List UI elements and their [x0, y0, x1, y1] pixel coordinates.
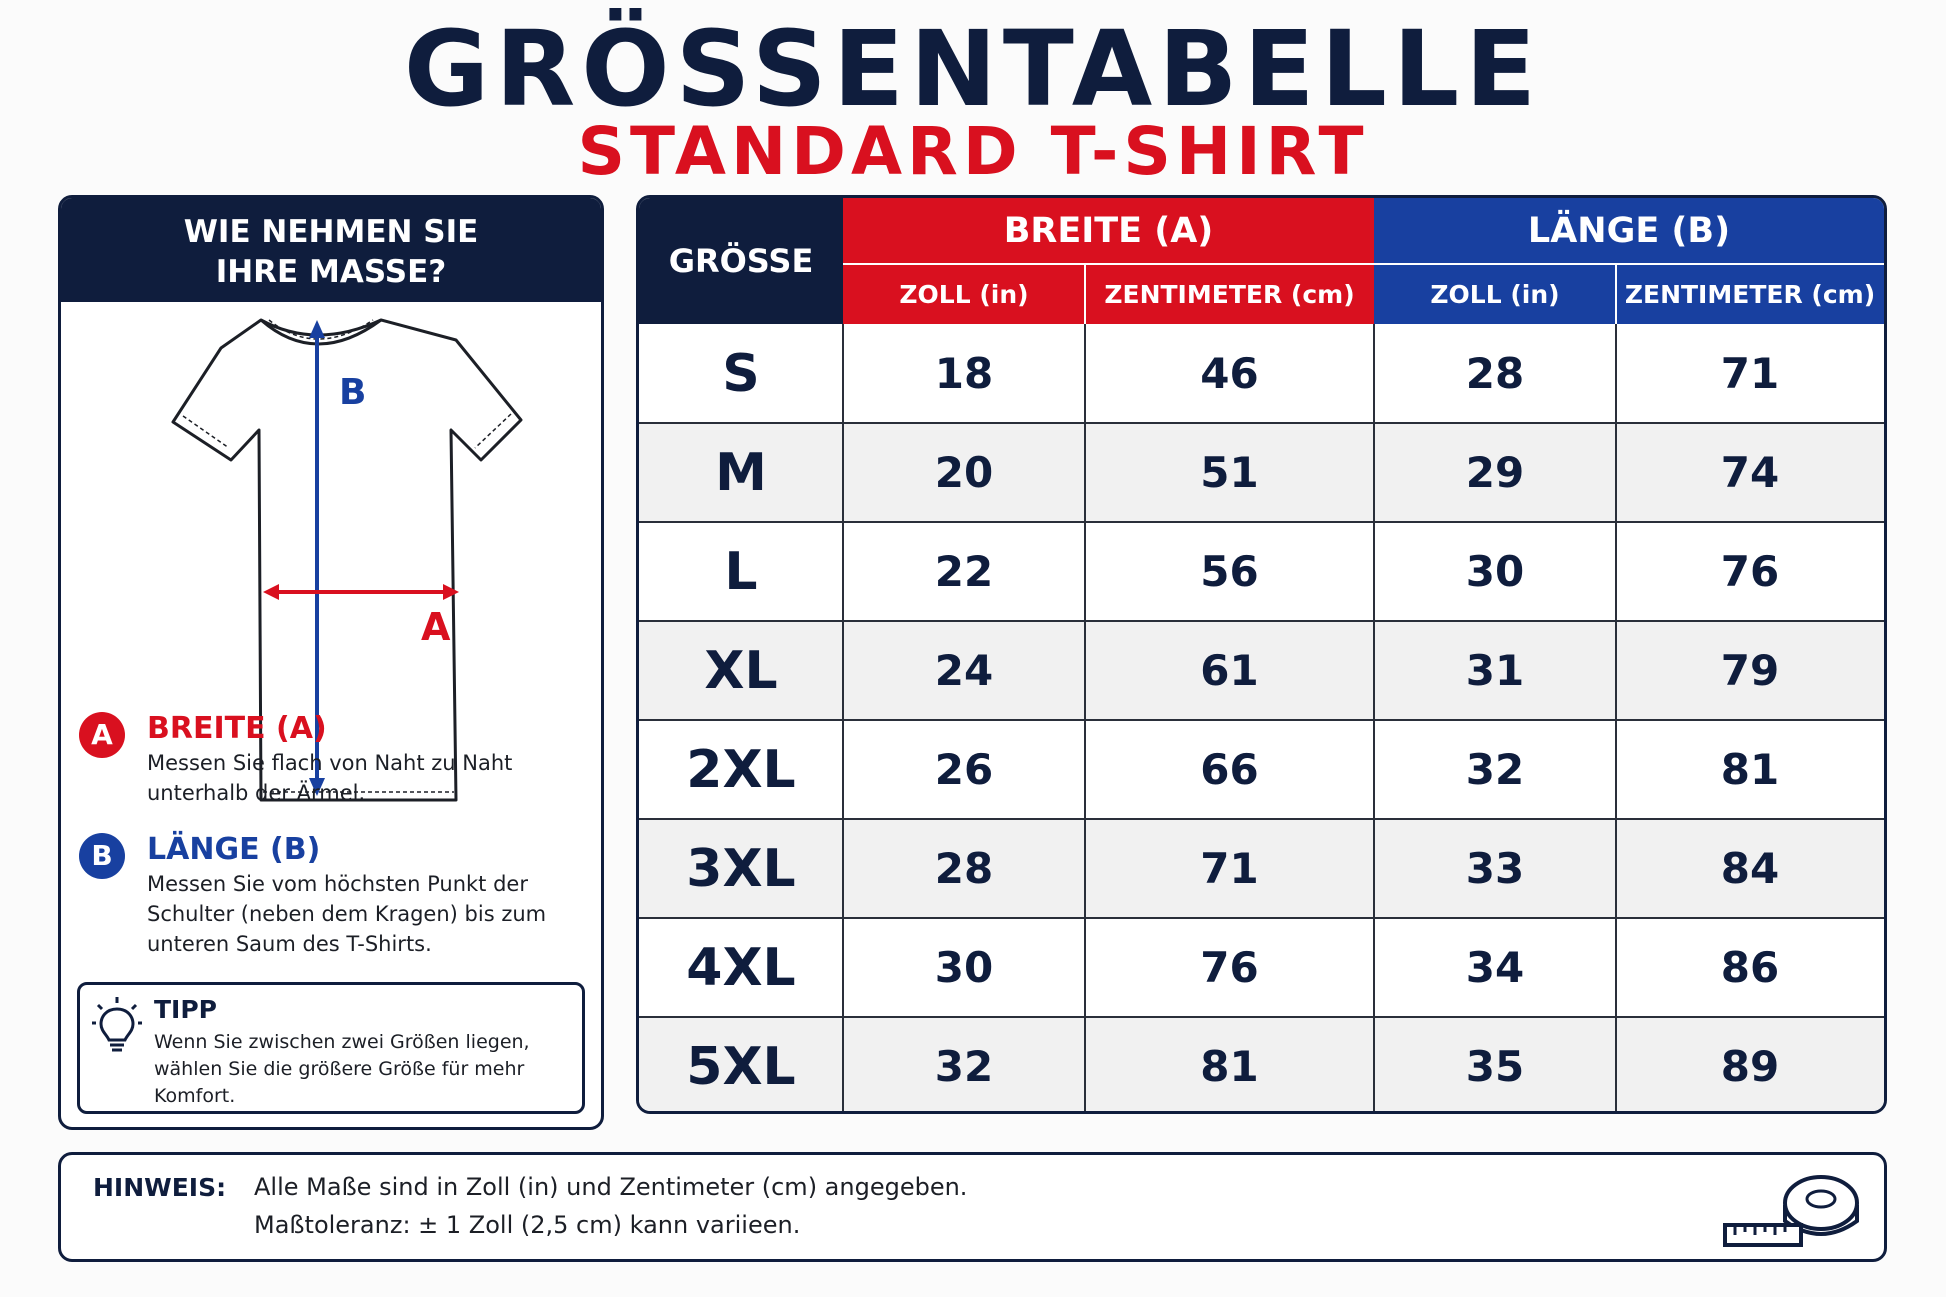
tshirt-diagram: [111, 310, 571, 900]
measurement-cell: 84: [1720, 844, 1780, 893]
measurement-cell: 31: [1465, 646, 1525, 695]
column-divider: [1615, 324, 1617, 1114]
length-group-header: LÄNGE (B): [1374, 198, 1884, 264]
row-divider: [639, 917, 1884, 919]
tip-text-1: Wenn Sie zwischen zwei Größen liegen,: [154, 1031, 530, 1053]
badge-a: A: [79, 712, 125, 758]
column-divider: [1373, 324, 1375, 1114]
note-line-1: Alle Maße sind in Zoll (in) und Zentimeter (cm) angegeben.: [254, 1173, 968, 1201]
diagram-label-a: A: [421, 605, 451, 649]
measurement-cell: 81: [1720, 745, 1780, 794]
measurement-cell: 89: [1720, 1042, 1780, 1091]
legend-length-title: LÄNGE (B): [147, 832, 321, 867]
size-label-cell: S: [722, 343, 760, 404]
row-divider: [639, 1016, 1884, 1018]
legend-length-text-2: Schulter (neben dem Kragen) bis zum: [147, 902, 547, 926]
row-divider: [639, 719, 1884, 721]
measurement-cell: 32: [1465, 745, 1525, 794]
row-divider: [639, 422, 1884, 424]
measurement-cell: 32: [934, 1042, 994, 1091]
legend-length: [79, 831, 589, 959]
measurement-cell: 20: [934, 448, 994, 497]
badge-b: B: [79, 833, 125, 879]
guide-heading-line2: IHRE MASSE?: [215, 254, 447, 290]
tip-text-3: Komfort.: [154, 1085, 236, 1107]
row-divider: [639, 620, 1884, 622]
size-label-cell: 5XL: [686, 1036, 796, 1097]
measurement-cell: 46: [1200, 349, 1259, 398]
tip-box: [77, 982, 585, 1114]
note-box: [58, 1152, 1887, 1262]
legend-width-text-1: Messen Sie flach von Naht zu Naht: [147, 751, 513, 775]
tip-text-2: wählen Sie die größere Größe für mehr: [154, 1058, 525, 1080]
page-subtitle: STANDARD T-SHIRT: [577, 113, 1369, 190]
measurement-cell: 33: [1465, 844, 1525, 893]
size-label-cell: M: [715, 442, 767, 503]
column-divider: [842, 324, 844, 1114]
guide-heading: [61, 198, 601, 302]
note-line-2: Maßtoleranz: ± 1 Zoll (2,5 cm) kann variieen.: [254, 1211, 801, 1239]
measurement-cell: 30: [1465, 547, 1525, 596]
measurement-cell: 81: [1200, 1042, 1259, 1091]
lightbulb-icon: [92, 995, 142, 1055]
width-inch-header: ZOLL (in): [843, 264, 1085, 324]
measurement-cell: 56: [1200, 547, 1259, 596]
measurement-cell: 61: [1200, 646, 1259, 695]
size-label-cell: 3XL: [686, 838, 796, 899]
measurement-cell: 18: [934, 349, 994, 398]
legend-length-text-1: Messen Sie vom höchsten Punkt der: [147, 872, 528, 896]
row-divider: [639, 818, 1884, 820]
measurement-cell: 74: [1720, 448, 1780, 497]
measurement-guide-panel: [58, 195, 604, 1130]
measurement-cell: 24: [934, 646, 994, 695]
measurement-cell: 76: [1200, 943, 1259, 992]
size-label-cell: 2XL: [686, 739, 796, 800]
measurement-cell: 28: [1465, 349, 1525, 398]
length-inch-header: ZOLL (in): [1374, 264, 1616, 324]
measurement-cell: 22: [934, 547, 994, 596]
page-title: GRÖSSENTABELLE: [403, 8, 1543, 130]
tip-text: [154, 1029, 574, 1110]
size-table: [636, 195, 1887, 1114]
measurement-cell: 71: [1720, 349, 1780, 398]
legend-width: [79, 710, 589, 808]
measurement-cell: 26: [934, 745, 994, 794]
width-group-header: BREITE (A): [843, 198, 1374, 264]
measuring-tape-icon: [1721, 1169, 1861, 1251]
measurement-cell: 35: [1465, 1042, 1525, 1091]
measurement-cell: 28: [934, 844, 994, 893]
width-cm-header: ZENTIMETER (cm): [1085, 264, 1374, 324]
measurement-cell: 66: [1200, 745, 1259, 794]
size-label-cell: L: [724, 541, 758, 602]
measurement-cell: 79: [1720, 646, 1780, 695]
size-label-cell: 4XL: [686, 937, 796, 998]
note-label: HINWEIS:: [93, 1173, 227, 1202]
length-cm-header: ZENTIMETER (cm): [1616, 264, 1884, 324]
row-divider: [639, 521, 1884, 523]
measurement-cell: 30: [934, 943, 994, 992]
legend-length-text-3: unteren Saum des T-Shirts.: [147, 932, 432, 956]
measurement-cell: 34: [1465, 943, 1525, 992]
measurement-cell: 29: [1465, 448, 1525, 497]
legend-width-title: BREITE (A): [147, 711, 327, 746]
size-column-header: GRÖSSE: [639, 198, 843, 324]
guide-heading-line1: WIE NEHMEN SIE: [183, 214, 479, 250]
measurement-cell: 76: [1720, 547, 1780, 596]
measurement-cell: 51: [1200, 448, 1259, 497]
size-label-cell: XL: [704, 640, 778, 701]
tip-title: TIPP: [154, 995, 218, 1024]
legend-width-text-2: unterhalb der Ärmel.: [147, 781, 366, 805]
measurement-cell: 86: [1720, 943, 1780, 992]
diagram-label-b: B: [339, 372, 367, 413]
measurement-cell: 71: [1200, 844, 1259, 893]
column-divider: [1084, 324, 1086, 1114]
